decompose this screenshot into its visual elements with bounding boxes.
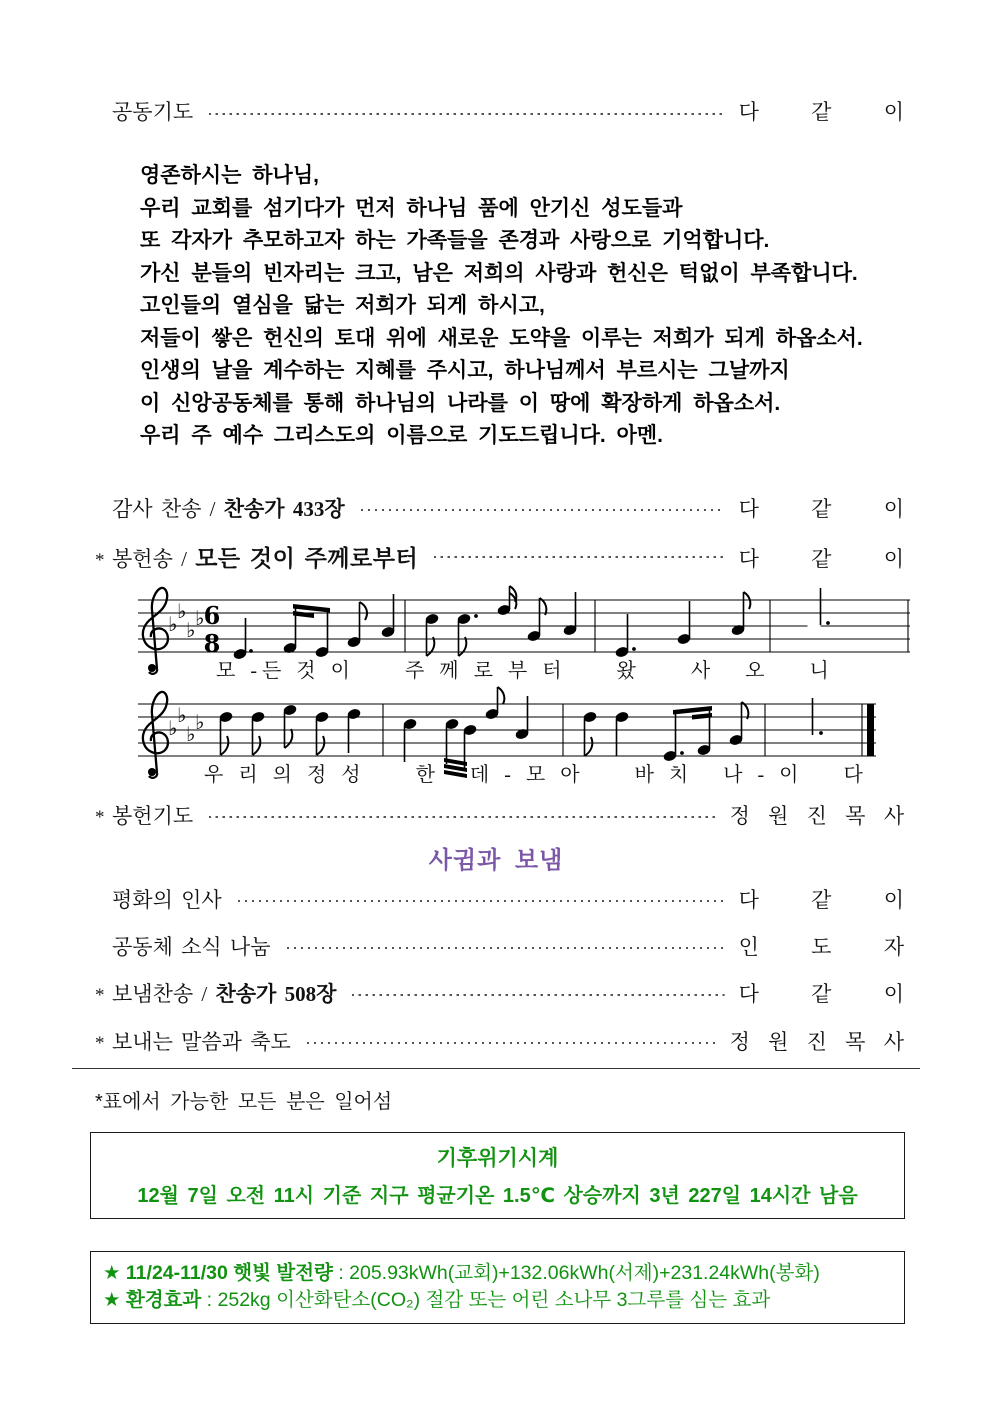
star-mark: * <box>95 806 105 828</box>
order-label: 공동체 소식 나눔 <box>112 934 271 959</box>
climate-box-title: 기후위기시계 <box>436 1146 559 1170</box>
svg-text:♭: ♭ <box>186 721 196 746</box>
offering-song-title: 모든 것이 주께로부터 <box>195 545 419 571</box>
prayer-line: 우리 주 예수 그리스도의 이름으로 기도드립니다. 아멘. <box>140 424 663 447</box>
order-label: 보냄찬송 / <box>112 981 216 1006</box>
prayer-line: 인생의 날을 계수하는 지혜를 주시고, 하나님께서 부르시는 그날까지 <box>140 359 790 382</box>
dotted-leader <box>434 556 724 559</box>
order-row-communal-prayer <box>95 96 904 126</box>
climate-crisis-clock-box <box>90 1132 905 1219</box>
order-attendee: 정 원 진 목 사 <box>729 1029 904 1054</box>
order-row-community-news <box>95 931 904 961</box>
order-attendee: 다 같 이 <box>738 546 904 571</box>
standing-footnote: *표에서 가능한 모든 분은 일어섬 <box>95 1090 393 1113</box>
svg-text:♭: ♭ <box>177 702 187 727</box>
order-label: 보내는 말씀과 축도 <box>112 1029 291 1054</box>
order-label: 봉헌기도 <box>112 803 194 828</box>
svg-text:♭: ♭ <box>168 611 178 636</box>
prayer-line: 가신 분들의 빈자리는 크고, 남은 저희의 사랑과 헌신은 턱없이 부족합니다. <box>140 261 858 285</box>
section-title-fellowship-sending: 사귐과 보냄 <box>428 846 564 874</box>
hymn-number: 찬송가 433장 <box>223 496 345 521</box>
order-row-offering-hymn <box>95 540 904 570</box>
solar-output-line <box>103 1260 898 1287</box>
prayer-line: 또 각자가 추모하고자 하는 가족들을 존경과 사랑으로 기억합니다. <box>140 229 770 252</box>
solar-output-label: 11/24-11/30 햇빛 발전량 <box>125 1261 333 1284</box>
order-attendee: 정 원 진 목 사 <box>729 803 904 828</box>
dotted-leader <box>361 509 725 512</box>
order-row-peace-greeting <box>95 884 904 914</box>
prayer-line: 이 신앙공동체를 통해 하나님의 나라를 이 땅에 확장하게 하옵소서. <box>140 391 781 415</box>
lyrics-line-2: 우 리 의 정 성 한 데 - 모 아 바 치 나 - 이 다 <box>204 763 868 786</box>
order-row-thanks-hymn <box>95 493 904 523</box>
environment-effect-value: : 252kg 이산화탄소(CO₂) 절감 또는 어린 소나무 3그루를 심는 효과 <box>201 1288 771 1311</box>
order-attendee: 다 같 이 <box>738 887 904 912</box>
star-mark: * <box>95 1032 105 1054</box>
order-label: 평화의 인사 <box>112 887 222 912</box>
key-signature <box>168 703 204 746</box>
star-mark: * <box>95 549 105 571</box>
svg-text:♭: ♭ <box>195 709 205 734</box>
communal-prayer-text <box>140 160 942 453</box>
environment-effect-line <box>103 1287 898 1314</box>
order-attendee: 다 같 이 <box>738 100 904 124</box>
environment-effect-label: 환경효과 <box>125 1288 202 1311</box>
lyrics-line-1: 모 -든 것 이 주 께 로 부 터 왔 사 오 니 <box>216 659 834 682</box>
time-signature <box>204 601 221 658</box>
prayer-line: 저들이 쌓은 헌신의 토대 위에 새로운 도약을 이루는 저희가 되게 하옵소서. <box>140 326 863 350</box>
order-attendee: 다 같 이 <box>738 981 904 1006</box>
order-row-offering-prayer <box>95 800 904 830</box>
dotted-leader <box>209 816 715 819</box>
svg-text:♭: ♭ <box>168 715 178 740</box>
prayer-line: 영존하시는 하나님, <box>140 164 319 187</box>
svg-text:♭: ♭ <box>195 605 205 630</box>
star-icon: ★ <box>103 1288 121 1311</box>
staff-lines <box>138 600 910 652</box>
solar-energy-box <box>90 1251 905 1324</box>
key-signature <box>168 599 204 642</box>
star-mark: * <box>95 984 105 1006</box>
prayer-line: 우리 교회를 섬기다가 먼저 하나님 품에 안기신 성도들과 <box>140 196 683 220</box>
divider-line <box>72 1068 920 1069</box>
notes <box>232 586 829 660</box>
order-attendee: 다 같 이 <box>738 496 904 521</box>
svg-text:♭: ♭ <box>186 617 196 642</box>
dotted-leader <box>209 113 724 116</box>
dotted-leader <box>238 900 725 903</box>
prayer-line: 고인들의 열심을 닮는 저희가 되게 하시고, <box>140 294 545 317</box>
svg-text:6: 6 <box>203 600 221 630</box>
order-row-sending-word <box>95 1026 904 1056</box>
dotted-leader <box>287 947 725 950</box>
staff-lines <box>138 704 876 756</box>
solar-output-value: : 205.93kWh(교회)+132.06kWh(서제)+231.24kWh(봉화) <box>332 1261 820 1284</box>
hymn-number: 찬송가 508장 <box>215 981 337 1006</box>
dotted-leader <box>352 994 724 997</box>
order-row-sending-hymn <box>95 978 904 1008</box>
dotted-leader <box>307 1042 716 1045</box>
hymn-score <box>138 580 992 784</box>
order-label: 봉헌송 / <box>112 546 196 571</box>
order-label: 공동기도 <box>112 100 194 124</box>
order-label: 감사 찬송 / <box>112 496 224 521</box>
svg-text:♭: ♭ <box>177 598 187 623</box>
final-barline <box>867 704 874 756</box>
svg-text:8: 8 <box>203 628 221 658</box>
climate-box-line: 12월 7일 오전 11시 기준 지구 평균기온 1.5℃ 상승까지 3년 227일 14시간 남음 <box>137 1184 858 1207</box>
order-attendee: 인 도 자 <box>738 934 904 959</box>
star-icon: ★ <box>103 1261 121 1284</box>
